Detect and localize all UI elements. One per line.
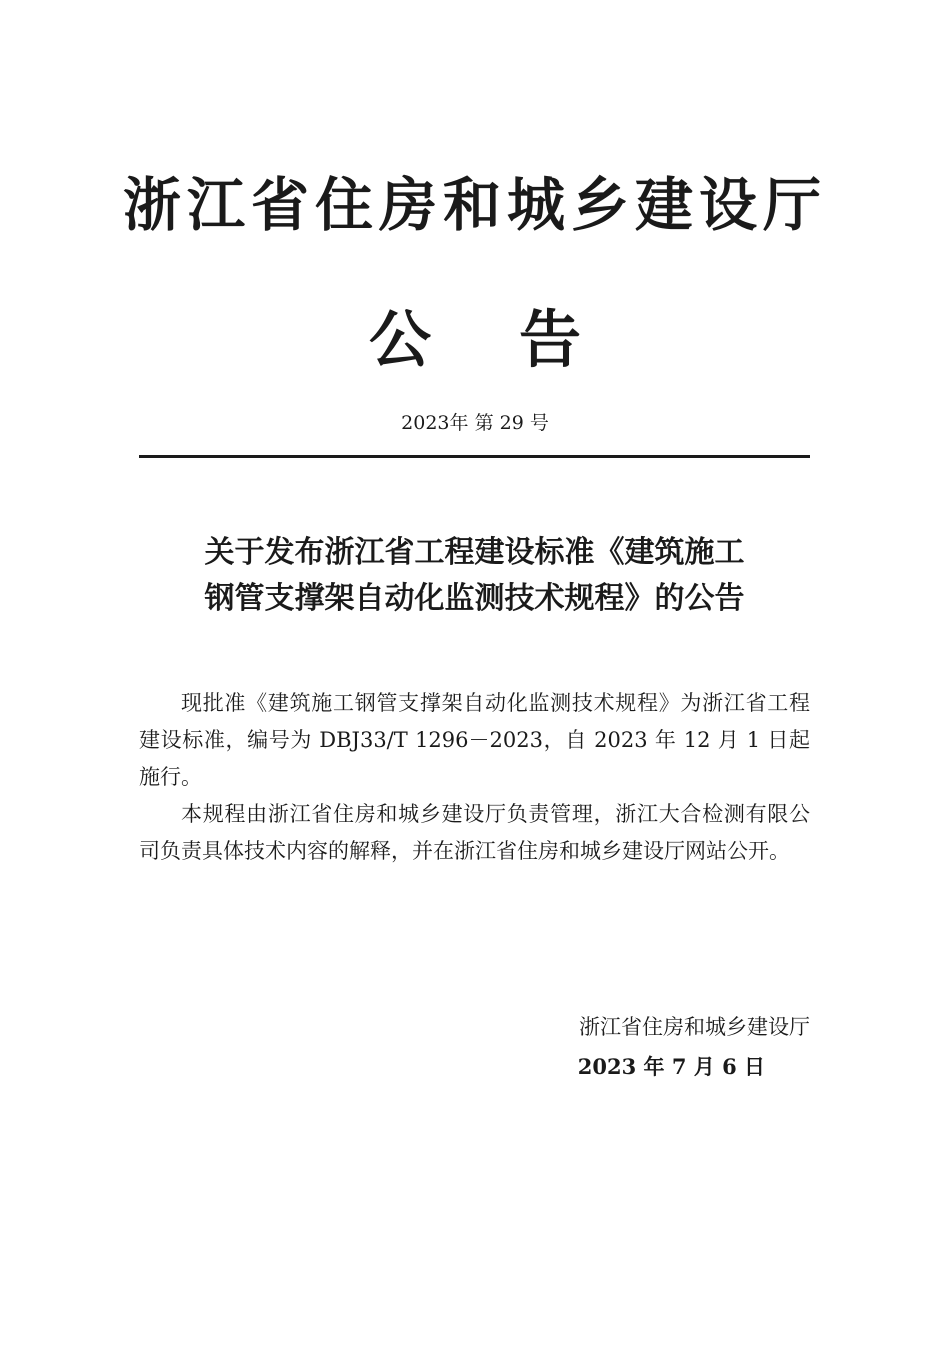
notice-title-char-1: 公	[368, 303, 431, 376]
notice-title-char-2: 告	[519, 303, 582, 376]
signature-date: 2023 年 7 月 6 日	[577, 1054, 765, 1079]
issuer-heading: 浙江省住房和城乡建设厅	[122, 171, 827, 239]
subject-heading	[139, 530, 810, 622]
subject-line-1: 关于发布浙江省工程建设标准《建筑施工	[204, 535, 745, 570]
signature-organization: 浙江省住房和城乡建设厅	[579, 1015, 810, 1039]
body-text	[139, 685, 810, 870]
body-paragraph-2: 本规程由浙江省住房和城乡建设厅负责管理，浙江大合检测有限公司负责具体技术内容的解释，并在浙江省住房和城乡建设厅网站公开。	[139, 802, 810, 863]
notice-title	[0, 300, 950, 380]
subject-line-2: 钢管支撑架自动化监测技术规程》的公告	[204, 581, 745, 616]
document-number: 2023年 第 29 号	[401, 412, 549, 434]
body-paragraph-1: 现批准《建筑施工钢管支撑架自动化监测技术规程》为浙江省工程建设标准，编号为 DBJ33/T 1296－2023，自 2023 年 12 月 1 日起施行。	[139, 691, 810, 789]
header-divider	[139, 455, 810, 458]
